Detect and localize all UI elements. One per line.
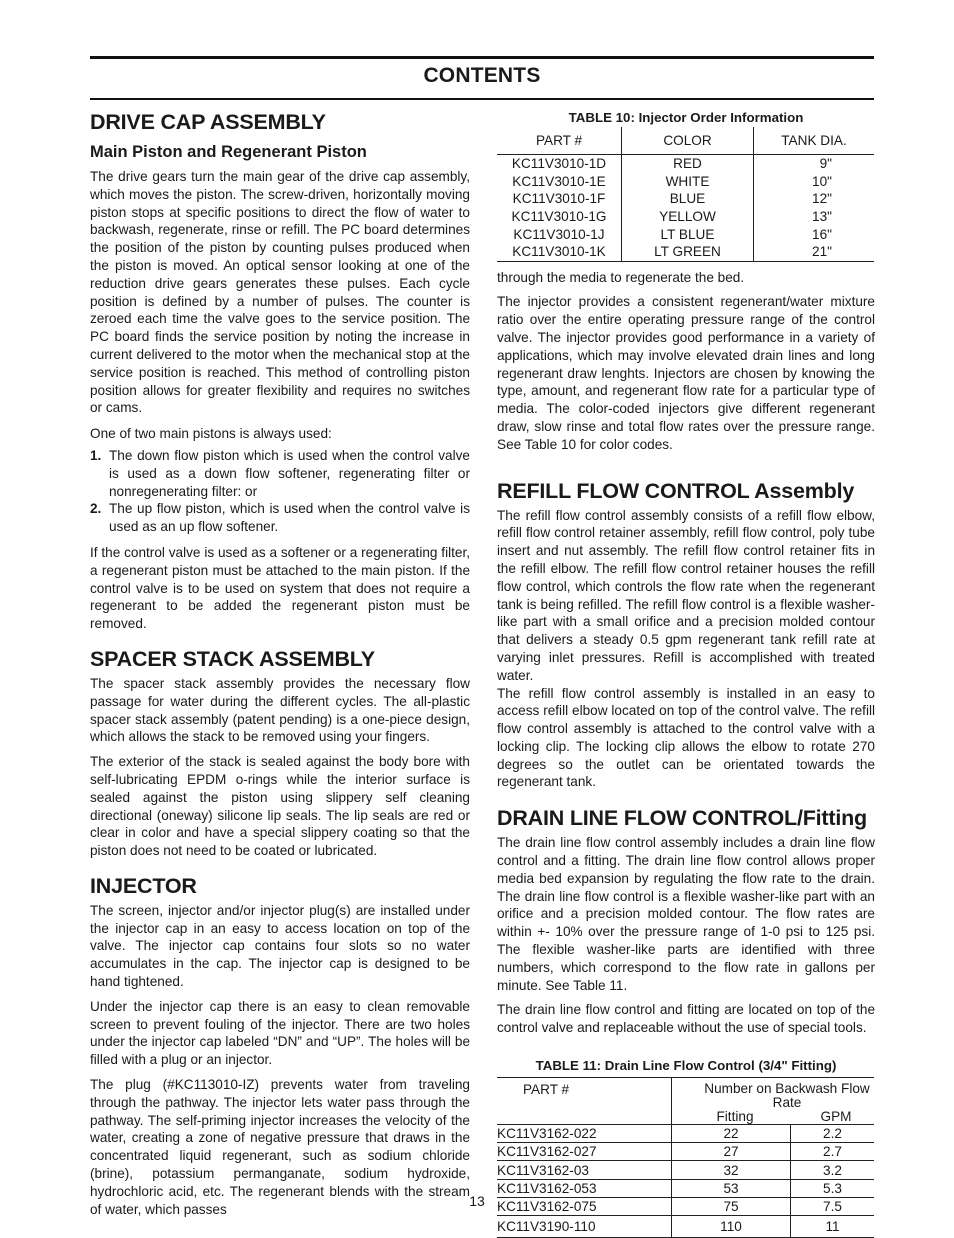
- drain-line-title: DRAIN LINE FLOW CONTROL/Fitting: [497, 806, 867, 831]
- list-item-number: 2.: [90, 501, 102, 517]
- part-cell: KC11V3010-1E: [497, 173, 622, 191]
- gpm-cell: 2.7: [791, 1143, 875, 1161]
- refill-paragraph-2: The refill flow control assembly is installed in an easy to access refill elbow located on top of the control valve. The refill flow control assembly is attached to the control valve with a locking clip. The locking clip allows the elbow to rotate 270 degrees so the outlet can be orientated towards the regenerant tank.: [497, 685, 875, 790]
- left-column: [90, 108, 470, 1218]
- header-fitting: Fitting: [716, 1109, 754, 1125]
- table-10-caption: TABLE 10: Injector Order Information: [568, 110, 804, 125]
- spacer-paragraph-2: The exterior of the stack is sealed against the body bore with self-lubricating EPDM o-rings while the interior surface is sealed against the piston using slippery self cleaning directional (oneway) silicone lip seals. The lip seals are red or clear in color and have a special slippery coating so that the piston does not need to be coated or lubricated.: [90, 754, 470, 859]
- page-number: 13: [469, 1193, 485, 1209]
- injector-title: INJECTOR: [90, 873, 197, 898]
- list-item-text: The down flow piston which is used when the control valve is used as a down flow softener, regenerating filter or nonregenerating filter: or: [109, 447, 470, 499]
- part-cell: KC11V3162-022: [497, 1125, 672, 1143]
- tank-cell: 12": [812, 191, 832, 207]
- drain-paragraph-2: The drain line flow control and fitting are located on top of the control valve and replaceable without the use of special tools.: [497, 1002, 875, 1036]
- header-flow-group: [672, 1078, 875, 1125]
- fitting-cell: 27: [672, 1143, 791, 1161]
- gpm-cell: 2.2: [791, 1125, 875, 1143]
- table-row: [497, 1125, 874, 1143]
- fitting-cell: 53: [672, 1179, 791, 1197]
- table-row: [497, 155, 874, 173]
- piston-list: [90, 447, 470, 536]
- header-part: PART #: [497, 127, 622, 155]
- drive-cap-title: DRIVE CAP ASSEMBLY: [90, 110, 326, 134]
- page-heading: CONTENTS: [423, 64, 541, 87]
- part-cell: KC11V3010-1F: [497, 190, 622, 208]
- fitting-cell: 75: [672, 1197, 791, 1215]
- part-cell: KC11V3162-03: [497, 1161, 672, 1179]
- list-item-text: The up flow piston, which is used when the control valve is used as an up flow softener.: [109, 501, 470, 535]
- injector-paragraph-1: The screen, injector and/or injector plug(s) are installed under the injector cap in an easy to access location on top of the valve. The injector cap contains four slots so no water accumulates in the cap. The injector cap is designed to be hand tightened.: [90, 902, 470, 990]
- tank-cell: 10": [812, 173, 832, 189]
- table-row: [497, 1143, 874, 1161]
- injector-continued-paragraph-1: through the media to regenerate the bed.: [497, 269, 745, 285]
- part-cell: KC11V3010-1D: [497, 155, 622, 173]
- fitting-cell: 32: [672, 1161, 791, 1179]
- top-rule: [90, 56, 874, 59]
- color-cell: LT GREEN: [622, 243, 754, 261]
- injector-paragraph-2: Under the injector cap there is an easy to clean removable screen to prevent fouling of the injector. There are two holes under the injector cap labeled “DN” and “UP”. The holes will be filled with a plug or an injector.: [90, 998, 470, 1068]
- color-cell: RED: [622, 155, 754, 173]
- drive-cap-subtitle: Main Piston and Regenerant Piston: [90, 143, 367, 161]
- gpm-cell: 3.2: [791, 1161, 875, 1179]
- table-header-row: [497, 127, 874, 155]
- header-color: COLOR: [622, 127, 754, 155]
- table-row: [497, 225, 874, 243]
- header-part: PART #: [497, 1078, 672, 1125]
- tank-cell: 21": [754, 243, 875, 261]
- color-cell: BLUE: [622, 190, 754, 208]
- color-cell: LT BLUE: [622, 225, 754, 243]
- header-number-on-backwash-flow-rate: Number on Backwash Flow Rate: [704, 1081, 870, 1111]
- table-11-caption: TABLE 11: Drain Line Flow Control (3/4" Fitting): [535, 1058, 837, 1074]
- list-item-number: 1.: [90, 447, 102, 463]
- table-row: [497, 243, 874, 261]
- drive-cap-paragraph-1: The drive gears turn the main gear of the drive cap assembly, which moves the piston. The screw-driven, horizontally moving piston stops at specific positions to direct the flow of water to backwash, regenerate, rinse or refill. The PC board determines the position of the piston by counting pulses produced when the piston is moved. An optical sensor looking at one of the reduction drive gears generates these pulses. Each cycle position is defined by a number of pulses. The counter is zeroed each time the valve goes to the service position. The PC board finds the service position by noting the increase in current delivered to the motor when the mechanical stop at the service position is reached. This method of controlling piston position allows for greater flexibility and requires no switches or cams.: [90, 169, 470, 416]
- color-cell: WHITE: [622, 173, 754, 191]
- color-cell: YELLOW: [622, 208, 754, 226]
- header-tank-dia: TANK DIA.: [754, 127, 875, 155]
- drive-cap-paragraph-2: One of two main pistons is always used:: [90, 426, 332, 442]
- list-item: [90, 447, 470, 500]
- list-item: [90, 500, 470, 536]
- part-cell: KC11V3162-053: [497, 1179, 672, 1197]
- table-row: [497, 1215, 874, 1237]
- part-cell: KC11V3010-1K: [497, 243, 622, 261]
- table-header-row: [497, 1078, 874, 1125]
- table-row: [497, 173, 874, 191]
- part-cell: KC11V3162-075: [497, 1197, 672, 1215]
- spacer-paragraph-1: The spacer stack assembly provides the necessary flow passage for water during the different cycles. The all-plastic spacer stack assembly (patent pending) is a one-piece design, which allows the stack to be removed using your fingers.: [90, 675, 470, 745]
- part-cell: KC11V3010-1G: [497, 208, 622, 226]
- part-cell: KC11V3010-1J: [497, 225, 622, 243]
- drain-line-flow-table: [497, 1077, 874, 1238]
- gpm-cell: 11: [791, 1215, 875, 1237]
- table-row: [497, 1161, 874, 1179]
- fitting-cell: 110: [672, 1215, 791, 1237]
- heading-rule: [90, 98, 874, 100]
- tank-cell: 9": [819, 156, 832, 172]
- part-cell: KC11V3162-027: [497, 1143, 672, 1161]
- injector-continued-paragraph-2: The injector provides a consistent regenerant/water mixture ratio over the entire operating pressure range of the control valve. The injector provides good performance in a variety of applications, which may involve elevated drain lines and long regenerant draw lenghts. Injectors are chosen by knowing the type, amount, and regenerant flow rate for a particular type of media. The color-coded injectors give different regenerant draw, slow rinse and total flow rates over the pressure range. See Table 10 for color codes.: [497, 294, 875, 452]
- gpm-cell: 5.3: [791, 1179, 875, 1197]
- drain-paragraph-1: The drain line flow control assembly includes a drain line flow control and a fitting. The drain line flow control allows proper media bed expansion by regulating the flow rate to the drain. The drain line flow control is a flexible washer-like part with an orifice and a precision molded contour. The flow rates are within +- 10% over the pressure range of 1-0 psi to 125 psi. The flexible washer-like parts are identified with three numbers, which correspond to the flow rate in gallons per minute. See Table 11.: [497, 835, 875, 993]
- fitting-cell: 22: [672, 1125, 791, 1143]
- header-gpm: GPM: [820, 1109, 852, 1125]
- table-row: [497, 190, 874, 208]
- table-row: [497, 208, 874, 226]
- spacer-stack-title: SPACER STACK ASSEMBLY: [90, 646, 375, 671]
- gpm-cell: 7.5: [791, 1197, 875, 1215]
- injector-order-table: [497, 127, 874, 262]
- injector-paragraph-3: The plug (#KC113010-IZ) prevents water from traveling through the pathway. The injector lets water pass through the pathway. The self-priming injector increases the velocity of the water, creating a zone of negative pressure that draws in the concentrated liquid regenerant, such as sodium chloride (brine), potassium permanganate, sodium hydroxide, hydrochloric acid, etc. The regenerant blends with the stream of water, which passes: [90, 1077, 470, 1217]
- refill-paragraph-1: The refill flow control assembly consists of a refill flow elbow, refill flow control retainer assembly, refill flow control, poly tube insert and nut assembly. The refill flow control retainer fits in the refill elbow. The refill flow control retainer houses the refill flow control, which controls the flow rate when the regenerant tank is being refilled. The refill flow control is a flexible washer-like part with a small orifice and a precision molded contour that delivers a steady 0.5 gpm regenerant tank refill rate at varying inlet pressures. Refill is accomplished with treated water.: [497, 507, 875, 683]
- drive-cap-paragraph-3: If the control valve is used as a softener or a regenerating filter, a regenerant piston must be attached to the main piston. If the control valve is to be used on system that does not require a regenerant to be added the regenerant piston must be removed.: [90, 544, 470, 632]
- tank-cell: 16": [812, 226, 832, 242]
- refill-flow-control-title: REFILL FLOW CONTROL Assembly: [497, 478, 855, 503]
- part-cell: KC11V3190-110: [497, 1215, 672, 1237]
- tank-cell: 13": [812, 209, 832, 225]
- right-column: [497, 108, 875, 1238]
